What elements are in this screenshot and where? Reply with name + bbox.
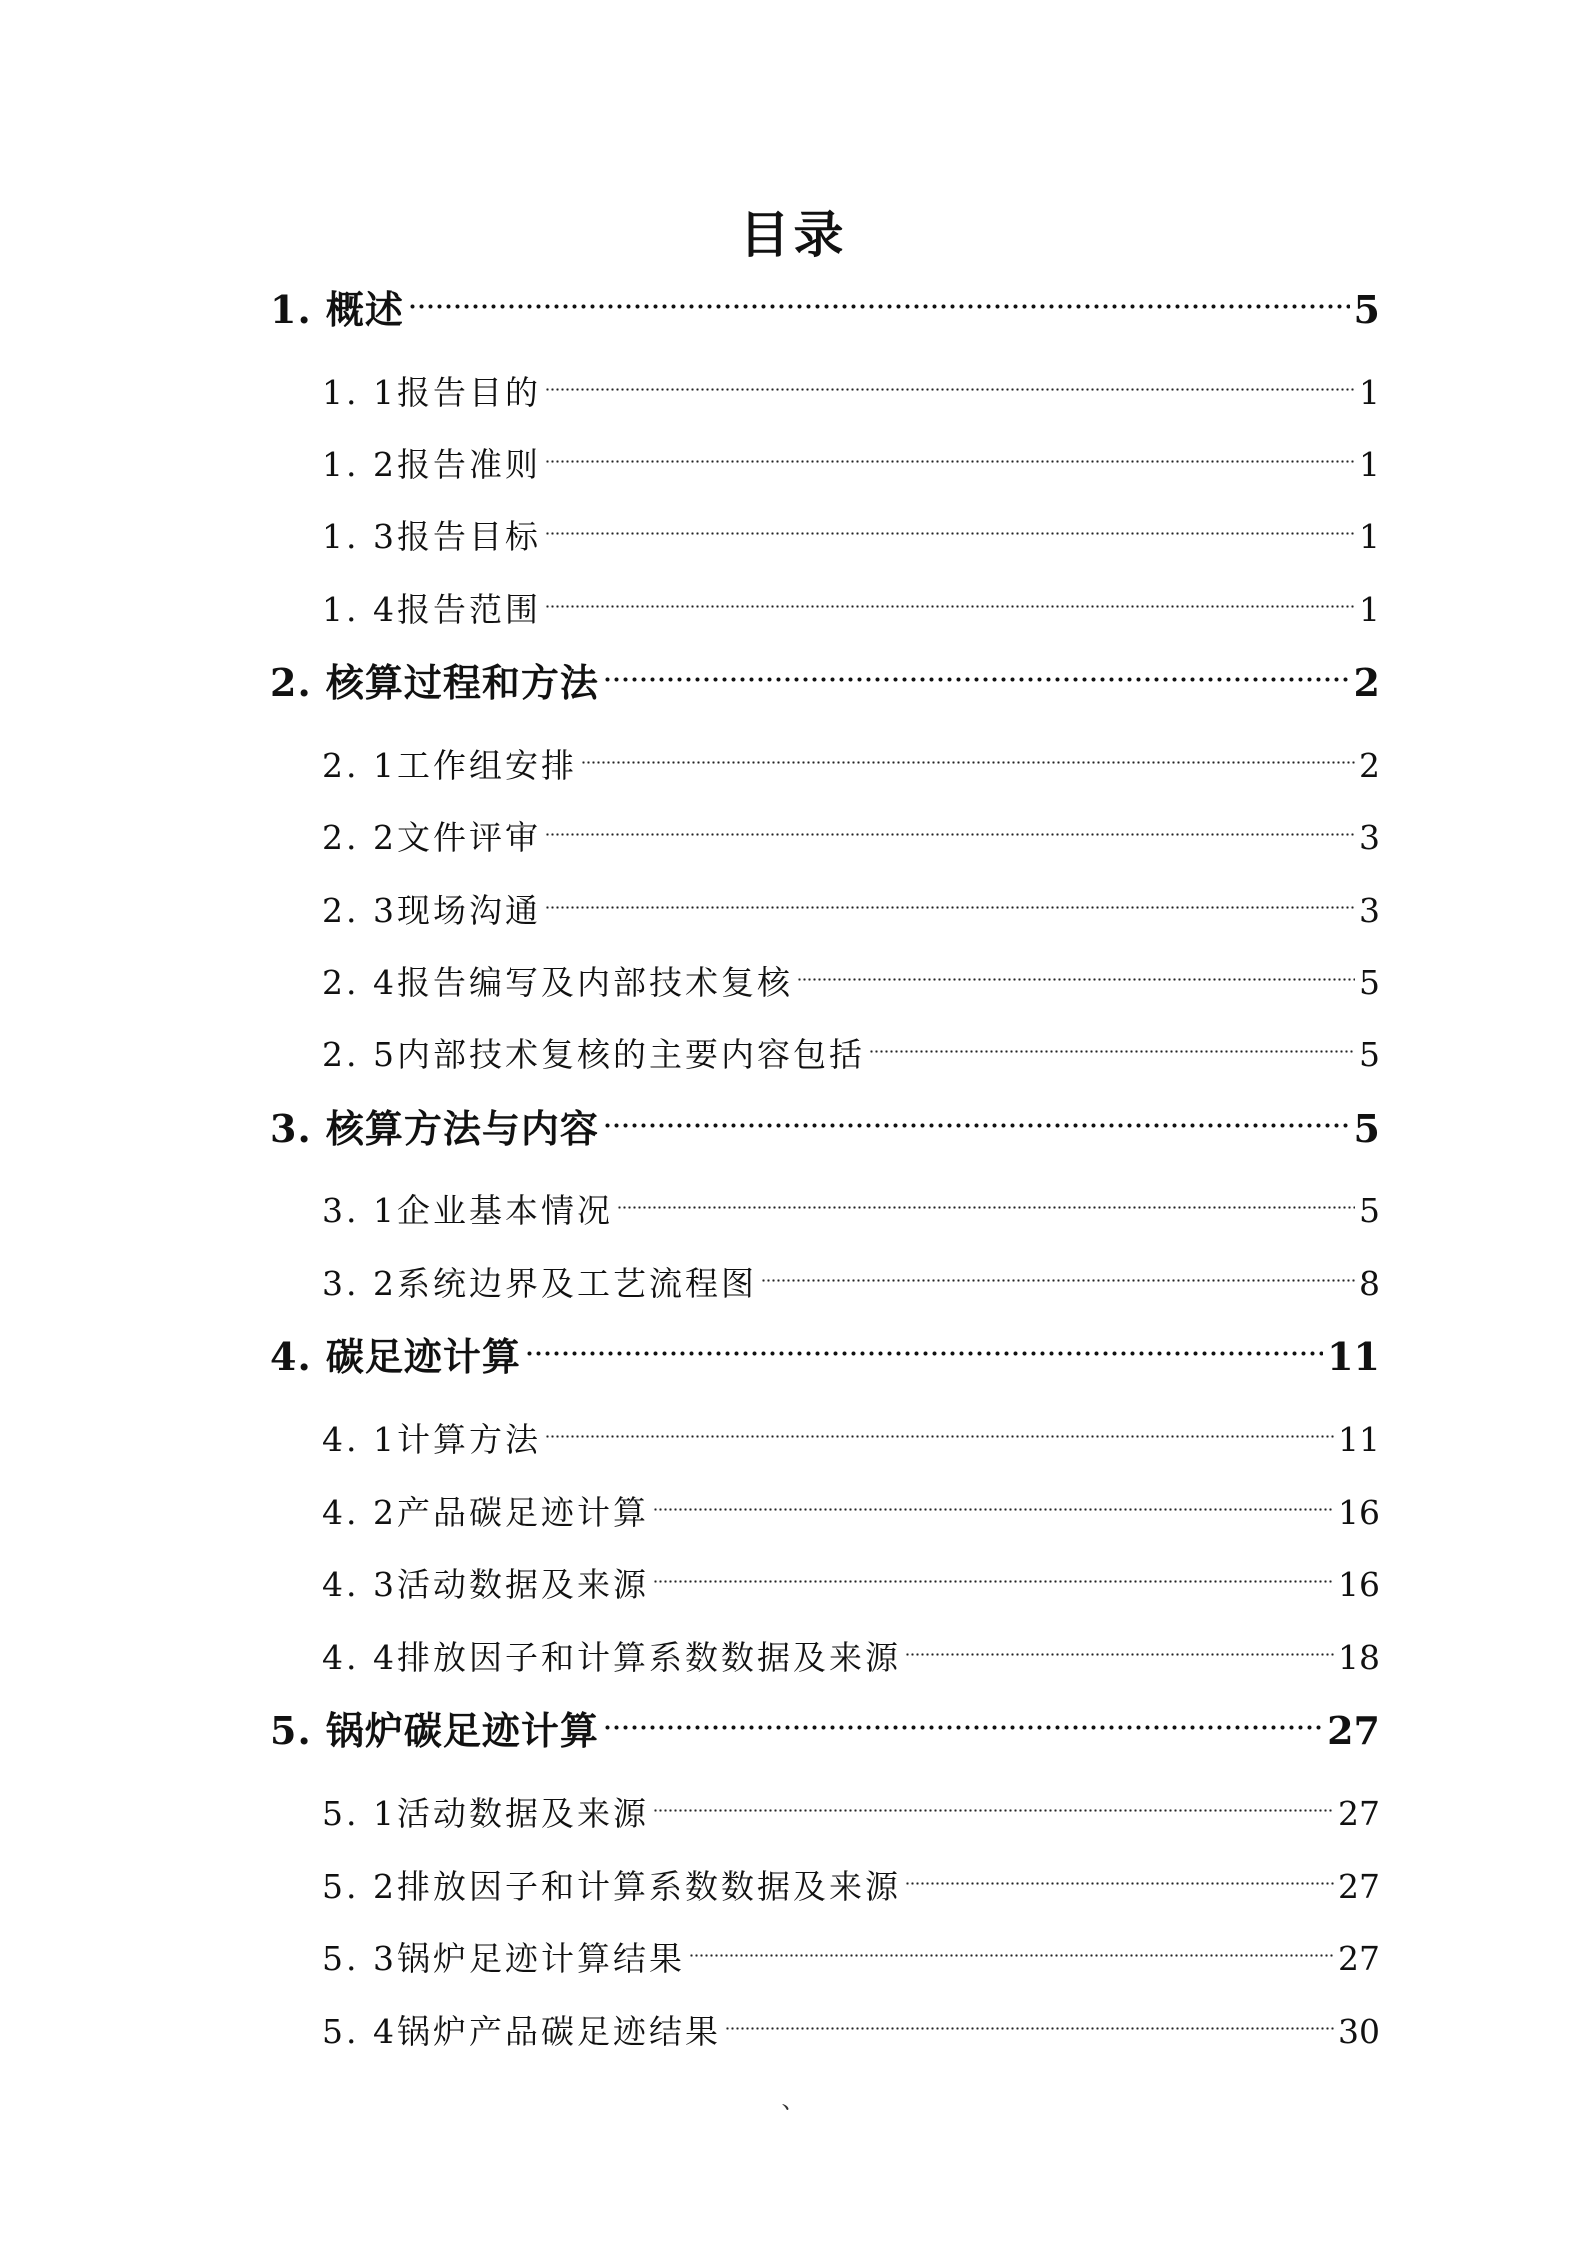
toc-entry-4-3[interactable] bbox=[322, 1546, 1380, 1604]
toc-dot-leader bbox=[905, 1848, 1334, 1898]
toc-entry-text: 1. 3报告目标 bbox=[322, 517, 541, 556]
toc-page-number: 30 bbox=[1338, 2012, 1380, 2051]
toc-entry-text: 3. 1企业基本情况 bbox=[322, 1191, 613, 1230]
toc-page-number: 3 bbox=[1359, 891, 1380, 930]
toc-page-number: 5 bbox=[1359, 1191, 1380, 1230]
toc-entry-text: 1. 概述 bbox=[270, 287, 404, 332]
toc-entry-4-4[interactable] bbox=[322, 1619, 1380, 1677]
toc-dot-leader bbox=[725, 1993, 1334, 2043]
toc-dot-leader bbox=[761, 1245, 1355, 1295]
toc-page-number: 18 bbox=[1338, 1638, 1380, 1677]
toc-dot-leader bbox=[545, 799, 1355, 849]
toc-page-number: 1 bbox=[1359, 373, 1380, 412]
toc-page-number: 11 bbox=[1327, 1334, 1380, 1379]
toc-page-number: 27 bbox=[1338, 1867, 1380, 1906]
toc-dot-leader bbox=[545, 571, 1355, 621]
toc-page-number: 5 bbox=[1359, 963, 1380, 1002]
toc-entry-text: 3. 核算方法与内容 bbox=[270, 1106, 599, 1151]
toc-dot-leader bbox=[797, 944, 1355, 994]
toc-entry-3[interactable] bbox=[270, 1086, 1380, 1151]
toc-entry-3-2[interactable] bbox=[322, 1245, 1380, 1303]
toc-entry-1-4[interactable] bbox=[322, 571, 1380, 629]
toc-entry-5-3[interactable] bbox=[322, 1920, 1380, 1978]
toc-entry-text: 1. 2报告准则 bbox=[322, 445, 541, 484]
toc-entry-text: 4. 3活动数据及来源 bbox=[322, 1565, 649, 1604]
toc-entry-text: 5. 3锅炉足迹计算结果 bbox=[322, 1939, 685, 1978]
toc-entry-4-2[interactable] bbox=[322, 1474, 1380, 1532]
toc-entry-4[interactable] bbox=[270, 1314, 1380, 1379]
toc-entry-text: 4. 碳足迹计算 bbox=[270, 1334, 521, 1379]
toc-dot-leader bbox=[603, 1688, 1323, 1744]
toc-entry-text: 2. 2文件评审 bbox=[322, 818, 541, 857]
toc-page-number: 16 bbox=[1338, 1493, 1380, 1532]
toc-entry-text: 2. 1工作组安排 bbox=[322, 746, 577, 785]
toc-dot-leader bbox=[525, 1314, 1323, 1370]
toc-dot-leader bbox=[869, 1016, 1355, 1066]
toc-entry-text: 5. 1活动数据及来源 bbox=[322, 1794, 649, 1833]
toc-entry-1-3[interactable] bbox=[322, 498, 1380, 556]
toc-entry-text: 4. 4排放因子和计算系数数据及来源 bbox=[322, 1638, 901, 1677]
toc-dot-leader bbox=[617, 1172, 1355, 1222]
toc-page-number: 11 bbox=[1338, 1420, 1380, 1459]
toc-dot-leader bbox=[545, 1401, 1334, 1451]
toc-dot-leader bbox=[545, 426, 1355, 476]
toc-entry-3-1[interactable] bbox=[322, 1172, 1380, 1230]
toc-entry-text: 1. 1报告目的 bbox=[322, 373, 541, 412]
toc-page-number: 5 bbox=[1353, 287, 1380, 332]
toc-entry-text: 1. 4报告范围 bbox=[322, 590, 541, 629]
toc-page-number: 5 bbox=[1353, 1106, 1380, 1151]
toc-entry-text: 3. 2系统边界及工艺流程图 bbox=[322, 1264, 757, 1303]
toc-page-number: 8 bbox=[1359, 1264, 1380, 1303]
toc-entry-2-1[interactable] bbox=[322, 727, 1380, 785]
toc-entry-2-5[interactable] bbox=[322, 1016, 1380, 1074]
toc-dot-leader bbox=[653, 1474, 1334, 1524]
toc-page-number: 27 bbox=[1338, 1939, 1380, 1978]
toc-entry-1-2[interactable] bbox=[322, 426, 1380, 484]
toc-dot-leader bbox=[653, 1775, 1334, 1825]
footer-mark: 、 bbox=[781, 2086, 806, 2114]
toc-entry-text: 4. 1计算方法 bbox=[322, 1420, 541, 1459]
toc-entry-text: 2. 5内部技术复核的主要内容包括 bbox=[322, 1035, 865, 1074]
toc-page-number: 5 bbox=[1359, 1035, 1380, 1074]
toc-page-number: 16 bbox=[1338, 1565, 1380, 1604]
toc-entry-1-1[interactable] bbox=[322, 354, 1380, 412]
toc-entry-5-4[interactable] bbox=[322, 1993, 1380, 2051]
toc-dot-leader bbox=[408, 267, 1350, 323]
toc-page-number: 1 bbox=[1359, 517, 1380, 556]
toc-page-number: 1 bbox=[1359, 590, 1380, 629]
toc-page-number: 27 bbox=[1327, 1708, 1380, 1753]
toc-dot-leader bbox=[545, 354, 1355, 404]
page-title: 目录 bbox=[739, 205, 848, 264]
toc-entry-text: 2. 4报告编写及内部技术复核 bbox=[322, 963, 793, 1002]
toc-dot-leader bbox=[603, 640, 1350, 696]
toc-dot-leader bbox=[905, 1619, 1334, 1669]
toc-entry-text: 5. 4锅炉产品碳足迹结果 bbox=[322, 2012, 721, 2051]
toc-dot-leader bbox=[689, 1920, 1334, 1970]
toc-page-number: 2 bbox=[1353, 660, 1380, 705]
toc-page-number: 1 bbox=[1359, 445, 1380, 484]
toc-dot-leader bbox=[545, 498, 1355, 548]
toc-page-number: 27 bbox=[1338, 1794, 1380, 1833]
toc-entry-2-4[interactable] bbox=[322, 944, 1380, 1002]
toc-entry-text: 5. 2排放因子和计算系数数据及来源 bbox=[322, 1867, 901, 1906]
toc-page-number: 3 bbox=[1359, 818, 1380, 857]
toc-dot-leader bbox=[653, 1546, 1334, 1596]
toc-entry-text: 4. 2产品碳足迹计算 bbox=[322, 1493, 649, 1532]
toc-entry-text: 2. 核算过程和方法 bbox=[270, 660, 599, 705]
toc-entry-1[interactable] bbox=[270, 267, 1380, 332]
toc-entry-5-1[interactable] bbox=[322, 1775, 1380, 1833]
toc-dot-leader bbox=[581, 727, 1355, 777]
toc-entry-2[interactable] bbox=[270, 640, 1380, 705]
toc-entry-4-1[interactable] bbox=[322, 1401, 1380, 1459]
toc-entry-5-2[interactable] bbox=[322, 1848, 1380, 1906]
toc-entry-text: 5. 锅炉碳足迹计算 bbox=[270, 1708, 599, 1753]
toc-dot-leader bbox=[603, 1086, 1350, 1142]
toc-entry-text: 2. 3现场沟通 bbox=[322, 891, 541, 930]
toc-entry-2-3[interactable] bbox=[322, 872, 1380, 930]
toc-dot-leader bbox=[545, 872, 1355, 922]
toc-entry-5[interactable] bbox=[270, 1688, 1380, 1753]
toc-entry-2-2[interactable] bbox=[322, 799, 1380, 857]
toc-page-number: 2 bbox=[1359, 746, 1380, 785]
